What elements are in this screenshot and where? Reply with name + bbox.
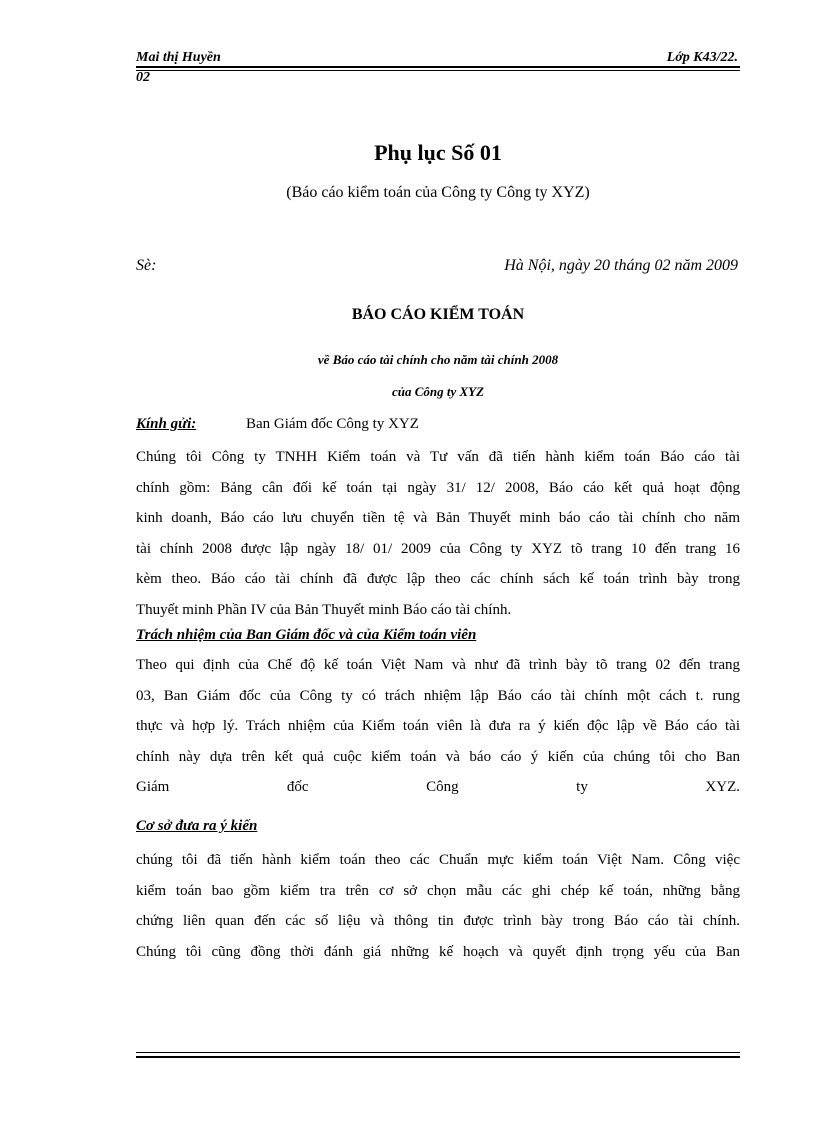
footer-rule	[136, 1056, 740, 1058]
paragraph-basis	[136, 845, 740, 967]
reference-number: Sè:	[136, 257, 157, 274]
report-title: BÁO CÁO KIỂM TOÁN	[351, 306, 525, 323]
paragraph-line: chúng tôi đã tiến hành kiểm toán theo các Chuẩn mực kiểm toán Việt Nam. Công việc	[136, 852, 740, 868]
paragraph-line: Theo qui định của Chế độ kế toán Việt Nam và như đã trình bày tõ trang 02 đến trang	[136, 657, 740, 673]
paragraph-line: Chúng tôi cũng đồng thời đánh giá những kế hoạch và quyết định trọng yếu của Ban	[136, 943, 740, 960]
footer-rule-thin	[136, 1052, 740, 1053]
paragraph-line: Chúng tôi Công ty TNHH Kiểm toán và Tư vấn đã tiến hành kiểm toán Báo cáo tài	[136, 449, 740, 465]
paragraph-line: chứng liên quan đến các số liệu và thông tin được trình bày trong Báo cáo tài chính.	[136, 913, 740, 929]
paragraph-line: kinh doanh, Báo cáo lưu chuyển tiền tệ và Bản Thuyết minh báo cáo tài chính cho năm	[136, 510, 740, 526]
section-heading-basis: Cơ sở đưa ra ý kiến	[136, 818, 258, 834]
paragraph-line: kiểm toán bao gồm kiểm tra trên cơ sở chọn mẫu các ghi chép kế toán, những bằng	[136, 882, 740, 899]
paragraph-line: Giám đốc Công ty XYZ.	[136, 779, 740, 795]
paragraph-line: thực và hợp lý. Trách nhiệm của Kiểm toán viên là đưa ra ý kiến độc lập về Báo cáo tài	[136, 718, 740, 734]
report-about-line1: về Báo cáo tài chính cho năm tài chính 2008	[317, 352, 559, 367]
paragraph-line: tài chính 2008 được lập ngày 18/ 01/ 2009 của Công ty XYZ tõ trang 10 đến trang 16	[136, 540, 740, 557]
paragraph-line: 03, Ban Giám đốc của Công ty có trách nhiệm lập Báo cáo tài chính một cách t. rung	[136, 687, 740, 704]
paragraph-responsibility	[136, 650, 740, 803]
header-author: Mai thị Huyền	[136, 50, 221, 65]
report-about-line2: của Công ty XYZ	[391, 384, 485, 399]
addressee-label: Kính gửi:	[136, 416, 197, 432]
paragraph-line: chính gồm: Bảng cân đối kế toán tại ngày 31/ 12/ 2008, Báo cáo kết quả hoạt động	[136, 479, 740, 496]
paragraph-line: Thuyết minh Phần IV của Bản Thuyết minh Báo cáo tài chính.	[136, 601, 512, 618]
paragraph-scope	[136, 442, 740, 625]
header-rule	[136, 66, 740, 68]
header-author-cont: 02	[136, 70, 150, 85]
appendix-subtitle: (Báo cáo kiểm toán của Công ty Công ty XYZ)	[286, 184, 590, 201]
header-class: Lớp K43/22.	[666, 50, 738, 65]
addressee-value: Ban Giám đốc Công ty XYZ	[246, 416, 419, 432]
appendix-title: Phụ lục Số 01	[374, 140, 502, 165]
place-date: Hà Nội, ngày 20 tháng 02 năm 2009	[504, 257, 738, 274]
section-heading-responsibility: Trách nhiệm của Ban Giám đốc và của Kiểm toán viên	[136, 627, 477, 643]
paragraph-line: kèm theo. Báo cáo tài chính đã được lập theo các chính sách kế toán trình bày trong	[136, 571, 740, 587]
paragraph-line: chính này dựa trên kết quả cuộc kiểm toán và báo cáo ý kiến của chúng tôi cho Ban	[136, 748, 740, 765]
header-rule-thin	[136, 70, 740, 71]
